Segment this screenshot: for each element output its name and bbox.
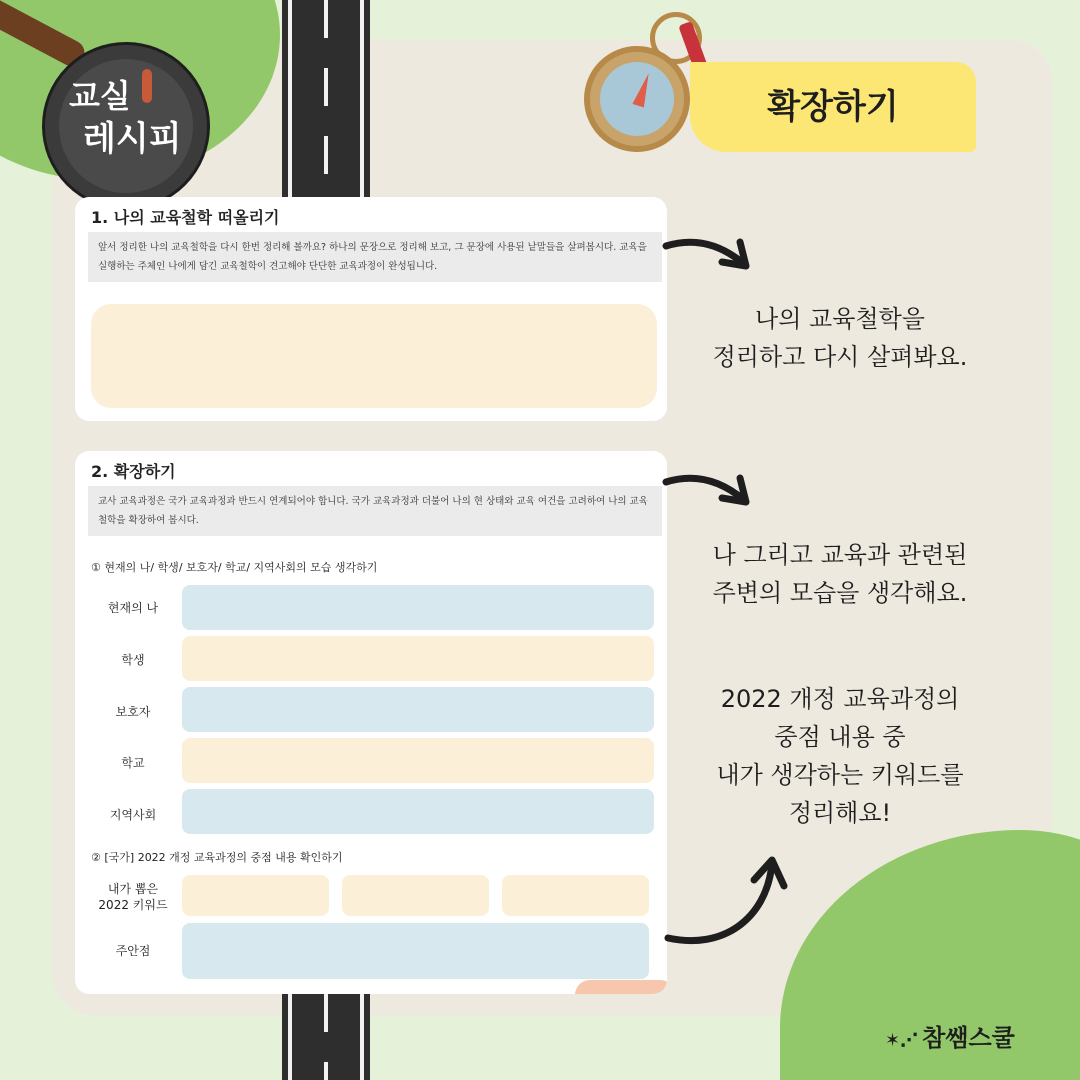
focus-label: 주안점	[115, 944, 151, 958]
arrow-right-icon	[662, 232, 762, 282]
brand-icon: ✶⋰	[885, 1030, 919, 1051]
arrow-right-icon	[662, 468, 762, 518]
card-corner-accent	[575, 980, 667, 994]
card-section2	[75, 451, 667, 994]
part1-heading: ① 현재의 나/ 학생/ 보호자/ 학교/ 지역사회의 모습 생각하기	[91, 561, 378, 574]
row-field-community[interactable]	[182, 789, 654, 834]
row-field-students[interactable]	[182, 636, 654, 681]
keyword-field-2[interactable]	[342, 875, 489, 916]
row-label: 현재의 나	[107, 601, 159, 615]
brand-name: 참쌤스쿨	[922, 1024, 1015, 1052]
philosophy-input-box[interactable]	[91, 304, 657, 408]
logo-pan	[42, 42, 210, 210]
row-label: 학교	[121, 756, 145, 770]
logo-line2: 레시피	[83, 119, 182, 159]
road-bottom	[282, 994, 370, 1080]
logo-line1: 교실	[69, 77, 131, 115]
section2-description: 교사 교육과정은 국가 교육과정과 반드시 연계되어야 합니다. 국가 교육과정과 더불어 나의 현 상태와 교육 여건을 고려하여 나의 교육철학을 확장하여 봅시다.	[88, 486, 662, 536]
section-tag	[690, 62, 976, 152]
row-label: 보호자	[115, 705, 151, 719]
keyword-field-1[interactable]	[182, 875, 329, 916]
focus-field[interactable]	[182, 923, 649, 979]
side-text-2: 나 그리고 교육과 관련된 주변의 모습을 생각해요.	[712, 541, 968, 607]
row-label: 지역사회	[109, 808, 157, 822]
spoon-icon	[142, 69, 152, 103]
compass-icon	[584, 46, 690, 152]
road-top	[282, 0, 370, 200]
row-field-me[interactable]	[182, 585, 654, 630]
brand-logo	[885, 1018, 1015, 1053]
row-label: 학생	[121, 653, 145, 667]
card-section1	[75, 197, 667, 421]
side-text-3: 2022 개정 교육과정의 중점 내용 중 내가 생각하는 키워드를 정리해요!	[716, 685, 964, 827]
keyword-field-3[interactable]	[502, 875, 649, 916]
section1-title: 1. 나의 교육철학 떠올리기	[91, 208, 280, 227]
section2-title: 2. 확장하기	[91, 462, 176, 481]
keyword-label: 내가 뽑은 2022 키워드	[98, 882, 168, 912]
section1-description: 앞서 정리한 나의 교육철학을 다시 한번 정리해 볼까요? 하나의 문장으로 정리해 보고, 그 문장에 사용된 낱말들을 살펴봅시다. 교육을 실행하는 주체인 나에게 담긴 교육철학이 견고해야 단단한 교육과정이 완성됩니다.	[88, 232, 662, 282]
row-field-guardians[interactable]	[182, 687, 654, 732]
arrow-up-icon	[662, 850, 792, 960]
row-field-school[interactable]	[182, 738, 654, 783]
part2-heading: ② [국가] 2022 개정 교육과정의 중점 내용 확인하기	[91, 851, 343, 864]
side-text-1: 나의 교육철학을 정리하고 다시 살펴봐요.	[712, 305, 968, 371]
tag-label: 확장하기	[767, 87, 899, 127]
